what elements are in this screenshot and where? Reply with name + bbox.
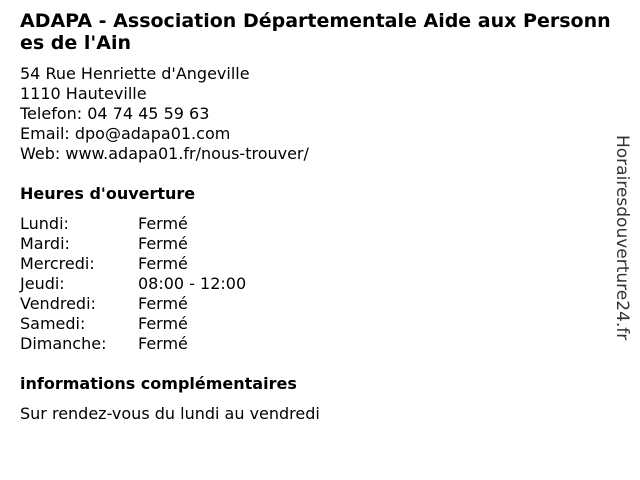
hours-day: Vendredi: bbox=[20, 294, 96, 313]
hours-day: Jeudi: bbox=[20, 274, 65, 293]
info-heading: informations complémentaires bbox=[20, 374, 297, 393]
hours-table bbox=[20, 214, 246, 354]
hours-time: Fermé bbox=[138, 314, 188, 333]
hours-time: Fermé bbox=[138, 254, 188, 273]
hours-heading: Heures d'ouverture bbox=[20, 184, 196, 203]
hours-time: 08:00 - 12:00 bbox=[138, 274, 247, 293]
hours-day: Lundi: bbox=[20, 214, 69, 233]
hours-time: Fermé bbox=[138, 234, 188, 253]
email-address: Email: dpo@adapa01.com bbox=[20, 124, 231, 143]
street-address: 54 Rue Henriette d'Angeville bbox=[20, 64, 250, 83]
address-block bbox=[20, 64, 309, 164]
website-link[interactable]: Web: www.adapa01.fr/nous-trouver/ bbox=[20, 144, 309, 163]
city-address: 1110 Hauteville bbox=[20, 84, 147, 103]
hours-row bbox=[20, 314, 246, 334]
hours-row bbox=[20, 274, 246, 294]
hours-row bbox=[20, 294, 246, 314]
hours-time: Fermé bbox=[138, 214, 188, 233]
info-text: Sur rendez-vous du lundi au vendredi bbox=[20, 404, 320, 423]
hours-day: Mardi: bbox=[20, 234, 70, 253]
page-title: ADAPA - Association Départementale Aide aux Personnes de l'Ain bbox=[20, 10, 611, 54]
hours-time: Fermé bbox=[138, 334, 188, 353]
hours-time: Fermé bbox=[138, 294, 188, 313]
site-watermark: Horairesdouverture24.fr bbox=[612, 135, 632, 341]
hours-row bbox=[20, 254, 246, 274]
hours-day: Dimanche: bbox=[20, 334, 107, 353]
hours-row bbox=[20, 334, 246, 354]
hours-day: Samedi: bbox=[20, 314, 86, 333]
hours-row bbox=[20, 234, 246, 254]
phone-number: Telefon: 04 74 45 59 63 bbox=[20, 104, 210, 123]
hours-day: Mercredi: bbox=[20, 254, 95, 273]
hours-row bbox=[20, 214, 246, 234]
